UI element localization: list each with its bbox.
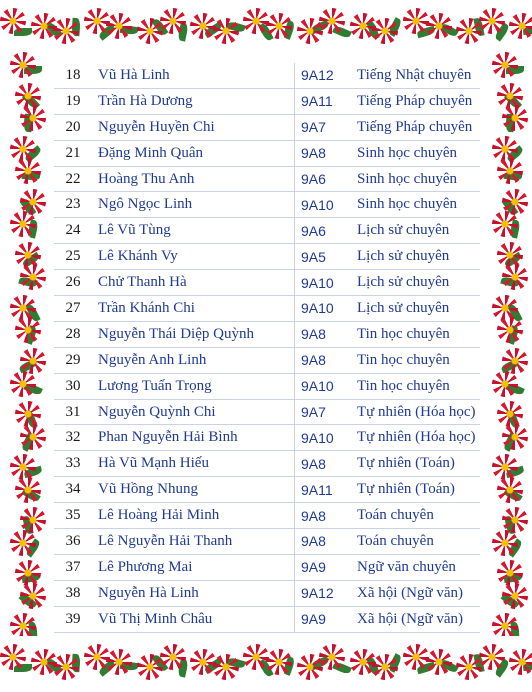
subject-track: Lịch sử chuyên [353,296,480,322]
table-row [54,218,480,244]
poinsettia-icon [20,264,46,290]
poinsettia-icon [372,18,398,44]
row-number: 23 [54,192,92,218]
class-code: 9A10 [295,373,354,399]
poinsettia-border-bottom [0,636,532,692]
table-row [54,192,480,218]
table-row [54,140,480,166]
poinsettia-icon [10,371,36,397]
poinsettia-icon [160,644,186,670]
student-name: Lê Vũ Tùng [92,218,295,244]
student-name: Lê Phương Mai [92,554,295,580]
poinsettia-icon [479,644,505,670]
table-row [54,347,480,373]
class-code: 9A8 [295,529,354,555]
poinsettia-icon [106,13,132,39]
poinsettia-icon [502,424,528,450]
student-name: Hoàng Thu Anh [92,166,295,192]
row-number: 37 [54,554,92,580]
poinsettia-icon [0,644,26,670]
subject-track: Tiếng Pháp chuyên [353,88,480,114]
student-name: Hà Vũ Mạnh Hiếu [92,451,295,477]
table-row [54,373,480,399]
class-code: 9A8 [295,503,354,529]
poinsettia-icon [492,371,518,397]
student-name: Chử Thanh Hà [92,270,295,296]
student-name: Lê Nguyễn Hải Thanh [92,529,295,555]
table-row [54,114,480,140]
student-name: Nguyễn Thái Diệp Quỳnh [92,321,295,347]
table-row [54,399,480,425]
student-name: Vũ Hồng Nhung [92,477,295,503]
table-row [54,321,480,347]
poinsettia-icon [266,13,292,39]
student-name: Phan Nguyễn Hải Bình [92,425,295,451]
class-code: 9A5 [295,244,354,270]
row-number: 24 [54,218,92,244]
student-name: Trần Hà Dương [92,88,295,114]
subject-track: Tiếng Nhật chuyên [353,63,480,88]
poinsettia-icon [497,477,523,503]
table-row [54,477,480,503]
class-code: 9A7 [295,399,354,425]
class-code: 9A11 [295,88,354,114]
row-number: 33 [54,451,92,477]
row-number: 36 [54,529,92,555]
student-name: Lê Khánh Vy [92,244,295,270]
table-row [54,166,480,192]
class-code: 9A9 [295,606,354,632]
row-number: 18 [54,63,92,88]
subject-track: Sinh học chuyên [353,140,480,166]
subject-track: Lịch sử chuyên [353,270,480,296]
row-number: 21 [54,140,92,166]
poinsettia-icon [502,105,528,131]
row-number: 28 [54,321,92,347]
poinsettia-icon [20,583,46,609]
class-code: 9A8 [295,347,354,373]
subject-track: Lịch sử chuyên [353,244,480,270]
poinsettia-icon [492,211,518,237]
student-name: Lê Hoàng Hải Minh [92,503,295,529]
class-code: 9A12 [295,580,354,606]
student-name: Vũ Thị Minh Châu [92,606,295,632]
subject-track: Tự nhiên (Toán) [353,477,480,503]
subject-track: Tin học chuyên [353,373,480,399]
class-code: 9A10 [295,192,354,218]
poinsettia-icon [20,105,46,131]
poinsettia-icon [372,654,398,680]
poinsettia-icon [492,530,518,556]
table-row [54,554,480,580]
subject-track: Tự nhiên (Hóa học) [353,425,480,451]
subject-track: Xã hội (Ngữ văn) [353,606,480,632]
poinsettia-icon [15,477,41,503]
subject-track: Toán chuyên [353,529,480,555]
poinsettia-icon [497,317,523,343]
class-code: 9A7 [295,114,354,140]
student-list [54,63,480,633]
class-code: 9A10 [295,270,354,296]
table-row [54,244,480,270]
poinsettia-icon [509,13,532,39]
poinsettia-icon [15,158,41,184]
table-row [54,63,480,88]
class-code: 9A10 [295,296,354,322]
row-number: 34 [54,477,92,503]
poinsettia-icon [497,158,523,184]
table-row [54,451,480,477]
poinsettia-icon [479,8,505,34]
row-number: 31 [54,399,92,425]
class-code: 9A12 [295,63,354,88]
student-name: Nguyễn Hà Linh [92,580,295,606]
poinsettia-icon [10,52,36,78]
poinsettia-border-right [482,52,532,636]
class-code: 9A11 [295,477,354,503]
poinsettia-icon [213,654,239,680]
student-name: Nguyễn Quỳnh Chi [92,399,295,425]
class-code: 9A8 [295,321,354,347]
subject-track: Tự nhiên (Toán) [353,451,480,477]
row-number: 20 [54,114,92,140]
row-number: 30 [54,373,92,399]
poinsettia-icon [266,649,292,675]
student-name: Vũ Hà Linh [92,63,295,88]
table-row [54,425,480,451]
poinsettia-icon [160,8,186,34]
student-name: Nguyễn Huyền Chi [92,114,295,140]
row-number: 38 [54,580,92,606]
subject-track: Xã hội (Ngữ văn) [353,580,480,606]
poinsettia-icon [319,644,345,670]
table-row [54,606,480,632]
subject-track: Ngữ văn chuyên [353,554,480,580]
poinsettia-icon [426,13,452,39]
row-number: 25 [54,244,92,270]
student-table [54,63,480,633]
class-code: 9A9 [295,554,354,580]
subject-track: Lịch sử chuyên [353,218,480,244]
subject-track: Tiếng Pháp chuyên [353,114,480,140]
subject-track: Toán chuyên [353,503,480,529]
poinsettia-icon [53,654,79,680]
student-name: Trần Khánh Chi [92,296,295,322]
class-code: 9A10 [295,425,354,451]
poinsettia-icon [15,317,41,343]
class-code: 9A8 [295,451,354,477]
poinsettia-icon [10,211,36,237]
poinsettia-icon [502,583,528,609]
row-number: 39 [54,606,92,632]
poinsettia-icon [509,649,532,675]
poinsettia-icon [10,613,36,636]
subject-track: Sinh học chuyên [353,166,480,192]
poinsettia-icon [213,18,239,44]
poinsettia-icon [426,649,452,675]
subject-track: Tin học chuyên [353,321,480,347]
row-number: 32 [54,425,92,451]
table-row [54,503,480,529]
poinsettia-icon [319,8,345,34]
table-row [54,529,480,555]
row-number: 27 [54,296,92,322]
row-number: 19 [54,88,92,114]
poinsettia-icon [20,424,46,450]
table-row [54,580,480,606]
class-code: 9A6 [295,218,354,244]
poinsettia-icon [492,613,518,636]
student-name: Đặng Minh Quân [92,140,295,166]
row-number: 29 [54,347,92,373]
poinsettia-icon [106,649,132,675]
subject-track: Tự nhiên (Hóa học) [353,399,480,425]
subject-track: Sinh học chuyên [353,192,480,218]
row-number: 22 [54,166,92,192]
subject-track: Tin học chuyên [353,347,480,373]
row-number: 35 [54,503,92,529]
student-name: Lương Tuấn Trọng [92,373,295,399]
class-code: 9A6 [295,166,354,192]
poinsettia-icon [492,52,518,78]
poinsettia-border-left [0,52,50,636]
row-number: 26 [54,270,92,296]
poinsettia-icon [502,264,528,290]
table-row [54,270,480,296]
poinsettia-icon [10,530,36,556]
table-row [54,88,480,114]
student-name: Ngô Ngọc Linh [92,192,295,218]
poinsettia-icon [0,8,26,34]
student-name: Nguyễn Anh Linh [92,347,295,373]
poinsettia-icon [53,18,79,44]
class-code: 9A8 [295,140,354,166]
poinsettia-border-top [0,0,532,52]
table-row [54,296,480,322]
